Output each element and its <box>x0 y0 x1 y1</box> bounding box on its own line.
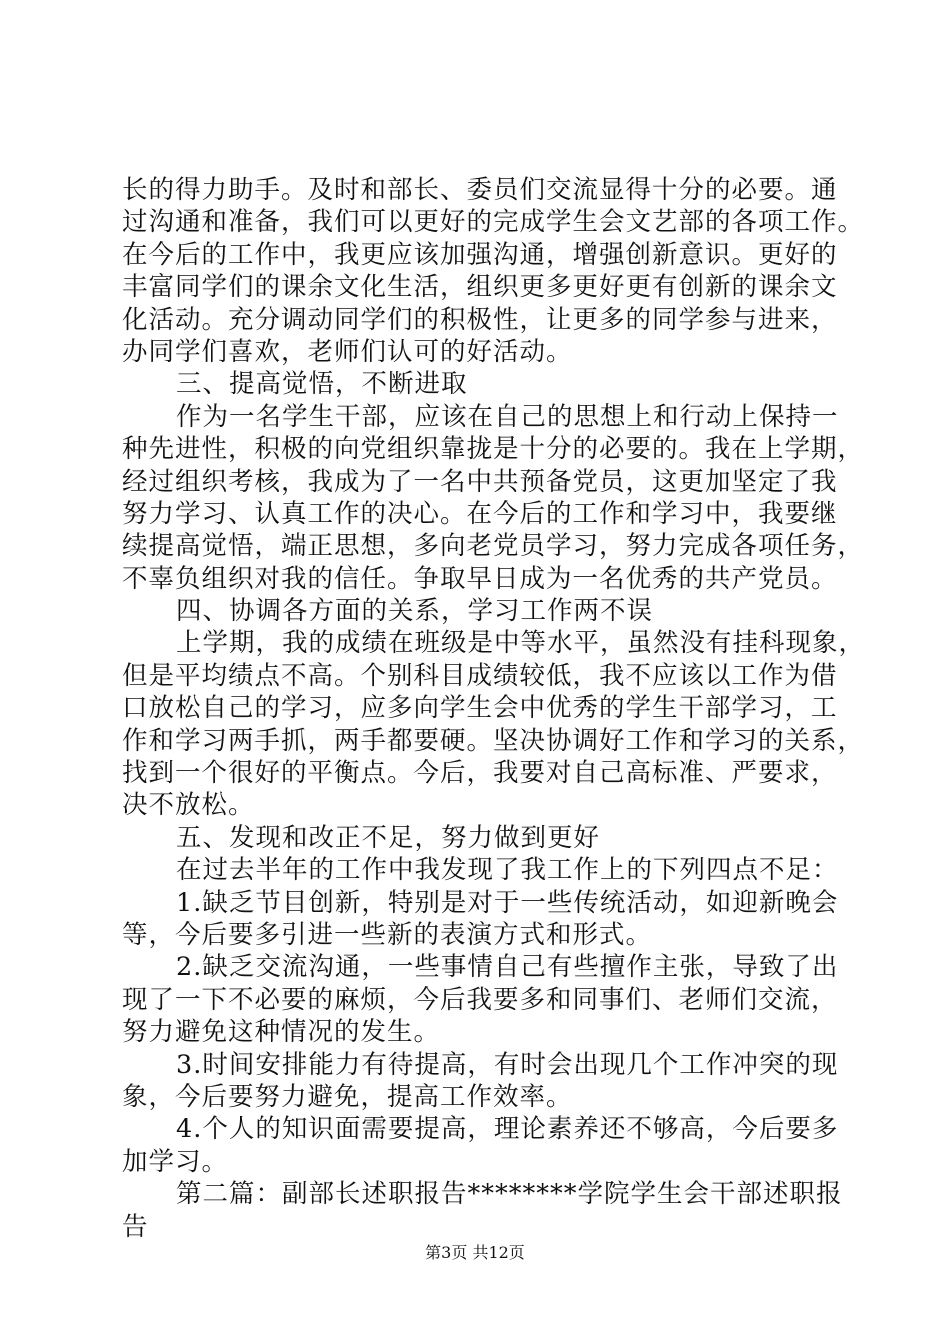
text-line: 等，今后要多引进一些新的表演方式和形式。 <box>122 919 653 950</box>
text-line: 努力学习、认真工作的决心。在今后的工作和学习中，我要继 <box>122 498 838 529</box>
text-line: 不辜负组织对我的信任。争取早日成为一名优秀的共产党员。 <box>122 563 838 594</box>
text-line: 但是平均绩点不高。个别科目成绩较低，我不应该以工作为借 <box>122 660 838 691</box>
text-line: 决不放松。 <box>122 790 255 821</box>
text-line: 努力避免这种情况的发生。 <box>122 1017 441 1048</box>
text-line: 现了一下不必要的麻烦，今后我要多和同事们、老师们交流， <box>122 984 838 1015</box>
text-line: 2.缺乏交流沟通，一些事情自己有些擅作主张，导致了出 <box>176 952 839 983</box>
text-line: 1.缺乏节目创新，特别是对于一些传统活动，如迎新晚会 <box>176 887 839 918</box>
text-line: 过沟通和准备，我们可以更好的完成学生会文艺部的各项工作。 <box>122 207 865 238</box>
text-line: 找到一个很好的平衡点。今后，我要对自己高标准、严要求， <box>122 758 838 789</box>
text-line: 告 <box>122 1211 149 1242</box>
text-line: 办同学们喜欢，老师们认可的好活动。 <box>122 336 573 367</box>
text-line: 上学期，我的成绩在班级是中等水平，虽然没有挂科现象， <box>176 628 866 659</box>
text-line: 在过去半年的工作中我发现了我工作上的下列四点不足： <box>176 855 839 886</box>
text-line: 在今后的工作中，我更应该加强沟通，增强创新意识。更好的 <box>122 239 838 270</box>
text-line: 五、发现和改正不足，努力做到更好 <box>176 822 601 853</box>
text-line: 作为一名学生干部，应该在自己的思想上和行动上保持一 <box>176 401 839 432</box>
text-line: 第二篇：副部长述职报告********学院学生会干部述职报 <box>176 1179 843 1210</box>
text-line: 口放松自己的学习，应多向学生会中优秀的学生干部学习，工 <box>122 693 838 724</box>
text-line: 作和学习两手抓，两手都要硬。坚决协调好工作和学习的关系， <box>122 725 865 756</box>
text-line: 三、提高觉悟，不断进取 <box>176 369 468 400</box>
text-line: 种先进性，积极的向党组织靠拢是十分的必要的。我在上学期， <box>122 434 865 465</box>
text-line: 象，今后要努力避免，提高工作效率。 <box>122 1081 573 1112</box>
text-line: 续提高觉悟，端正思想，多向老党员学习，努力完成各项任务， <box>122 531 865 562</box>
text-line: 经过组织考核，我成为了一名中共预备党员，这更加坚定了我 <box>122 466 838 497</box>
text-line: 4.个人的知识面需要提高，理论素养还不够高，今后要多 <box>176 1114 839 1145</box>
text-line: 长的得力助手。及时和部长、委员们交流显得十分的必要。通 <box>122 175 838 205</box>
text-line: 3.时间安排能力有待提高，有时会出现几个工作冲突的现 <box>176 1049 839 1080</box>
page-footer: 第3页 共12页 <box>425 1243 525 1262</box>
text-line: 丰富同学们的课余文化生活，组织更多更好更有创新的课余文 <box>122 272 838 303</box>
text-line: 四、协调各方面的关系，学习工作两不误 <box>176 596 654 627</box>
body-text <box>122 174 866 1243</box>
text-line: 化活动。充分调动同学们的积极性，让更多的同学参与进来， <box>122 304 838 335</box>
text-line: 加学习。 <box>122 1146 229 1177</box>
